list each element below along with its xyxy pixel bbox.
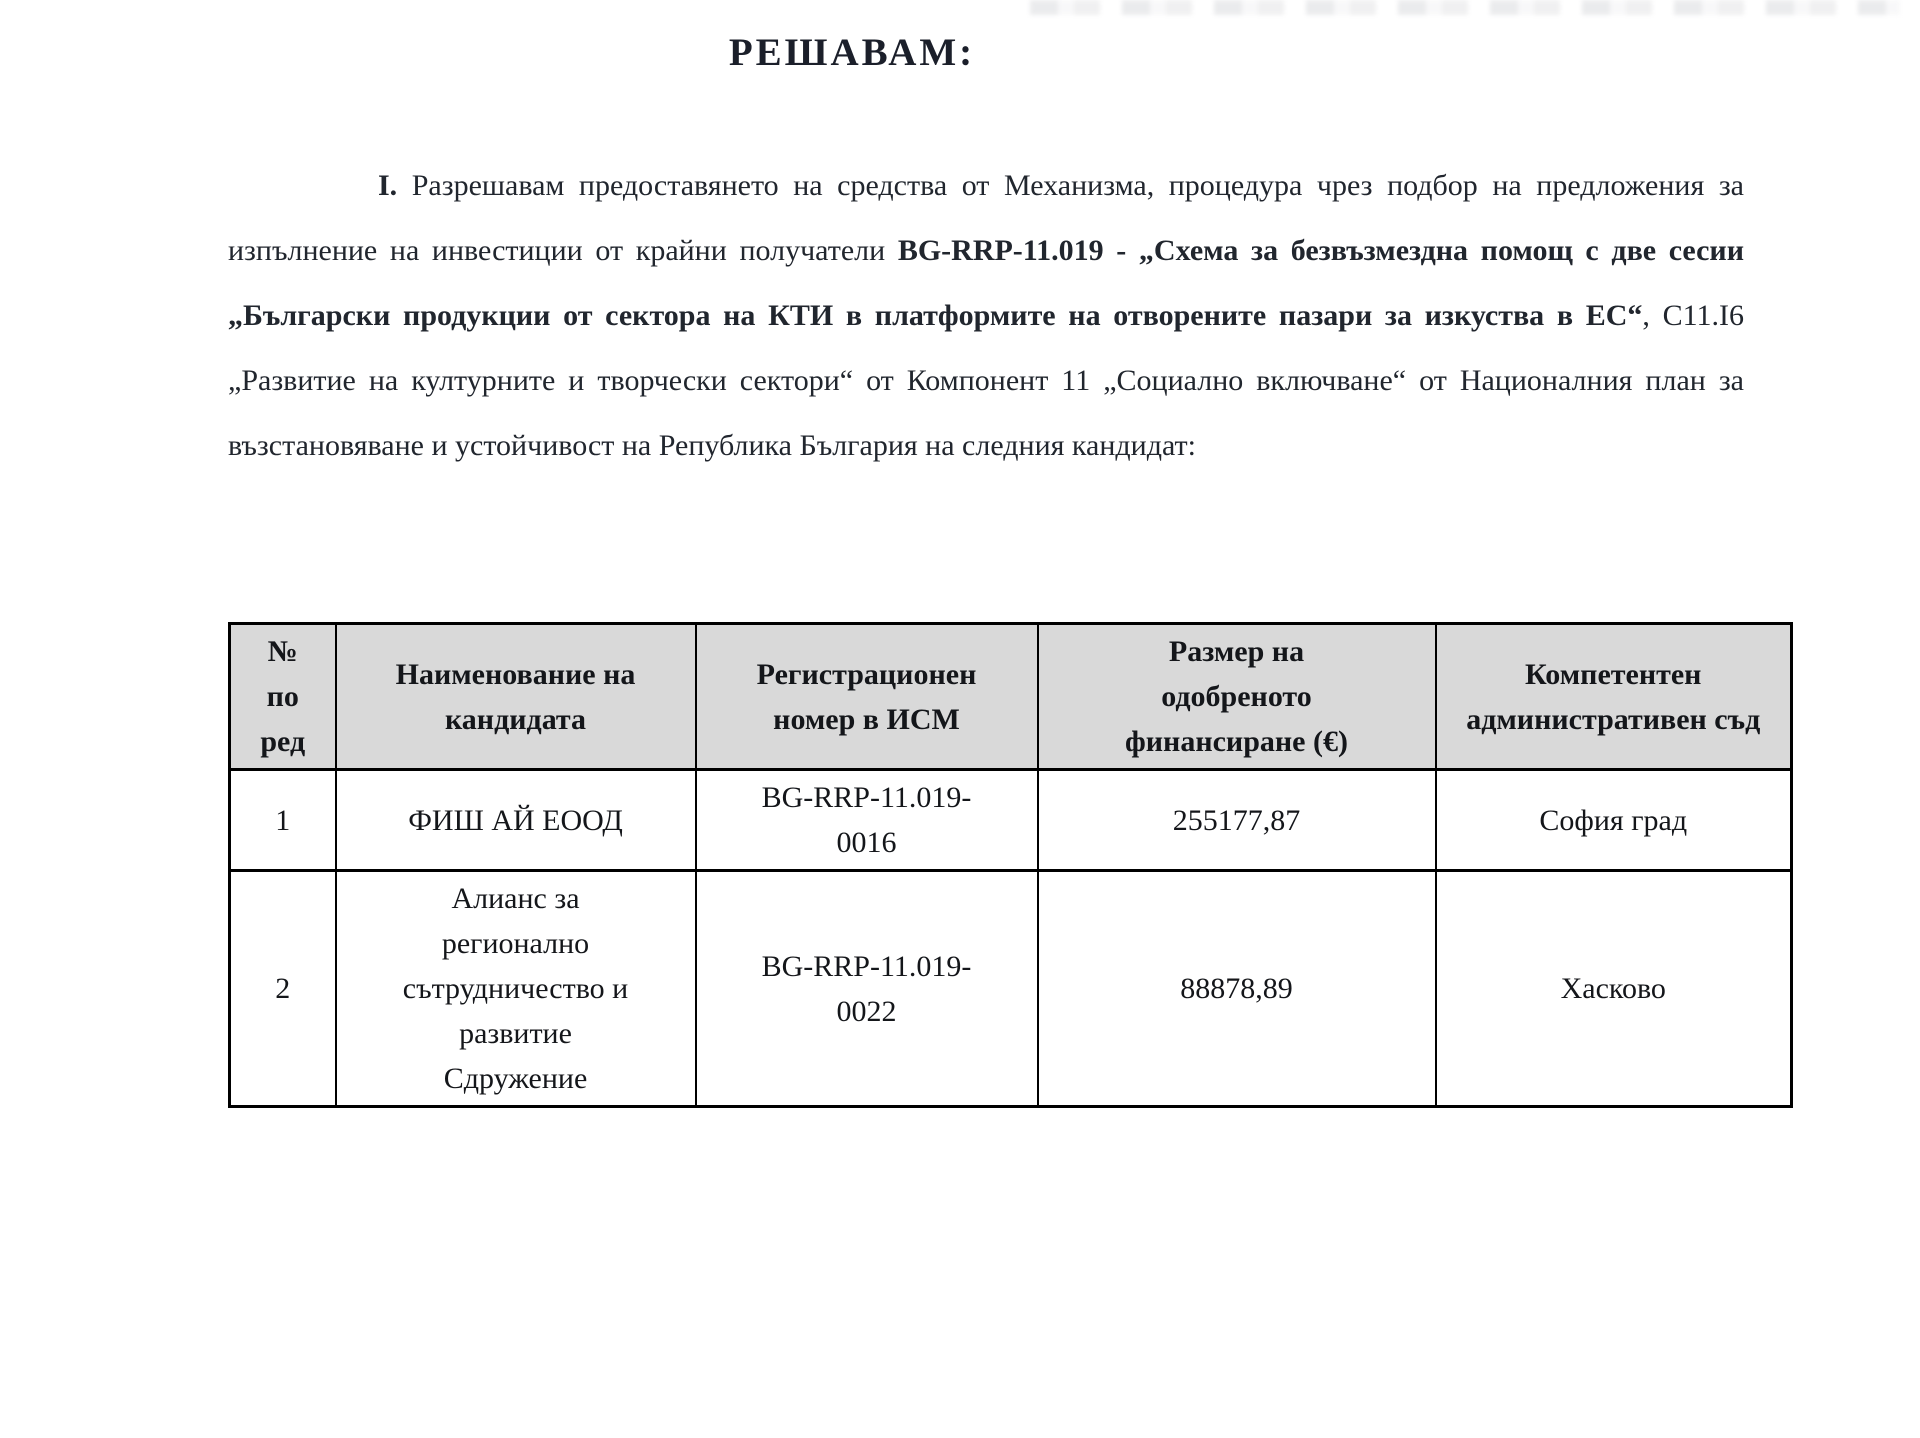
cell-registration: BG-RRP-11.019-0022 [696, 871, 1038, 1107]
paragraph-numeral: I. [378, 169, 398, 202]
scan-artifact [1030, 0, 1900, 15]
paragraph-text-regular-1: Разрешавам предоставянето на средства от Механизма, процедура чрез подбор на предложения за изпълнение на инвестиции от крайни получатели [228, 169, 1744, 267]
header-cell-candidate: Наименование на кандидата [336, 624, 696, 770]
cell-registration: BG-RRP-11.019-0016 [696, 770, 1038, 871]
table-row [230, 871, 1792, 1107]
decision-paragraph [228, 153, 1744, 478]
cell-number: 2 [230, 871, 336, 1107]
table-header-row [230, 624, 1792, 770]
cell-number: 1 [230, 770, 336, 871]
table-row [230, 770, 1792, 871]
cell-candidate: Алианс за регионално сътрудничество и развитие Сдружение [336, 871, 696, 1107]
header-cell-funding: Размер на одобреното финансиране (€) [1038, 624, 1436, 770]
cell-candidate: ФИШ АЙ ЕООД [336, 770, 696, 871]
paragraph-text-regular-2: , С11.I6 „Развитие на културните и творчески сектори“ от Компонент 11 „Социално включване“ от Националния план за възстановяване и устойчивост на Република България на следния кандидат: [228, 299, 1744, 462]
cell-court: Хасково [1436, 871, 1792, 1107]
beneficiaries-table [228, 622, 1793, 1108]
header-cell-number: № по ред [230, 624, 336, 770]
decision-title: РЕШАВАМ: [728, 31, 976, 74]
paragraph-text-bold: BG-RRP-11.019 - „Схема за безвъзмездна помощ с две сесии „Български продукции от сектора на КТИ в платформите на отворените пазари за изкуства в ЕС“ [228, 234, 1744, 332]
cell-funding: 255177,87 [1038, 770, 1436, 871]
cell-court: София град [1436, 770, 1792, 871]
header-cell-court: Компетентен административен съд [1436, 624, 1792, 770]
header-cell-registration: Регистрационен номер в ИСМ [696, 624, 1038, 770]
cell-funding: 88878,89 [1038, 871, 1436, 1107]
